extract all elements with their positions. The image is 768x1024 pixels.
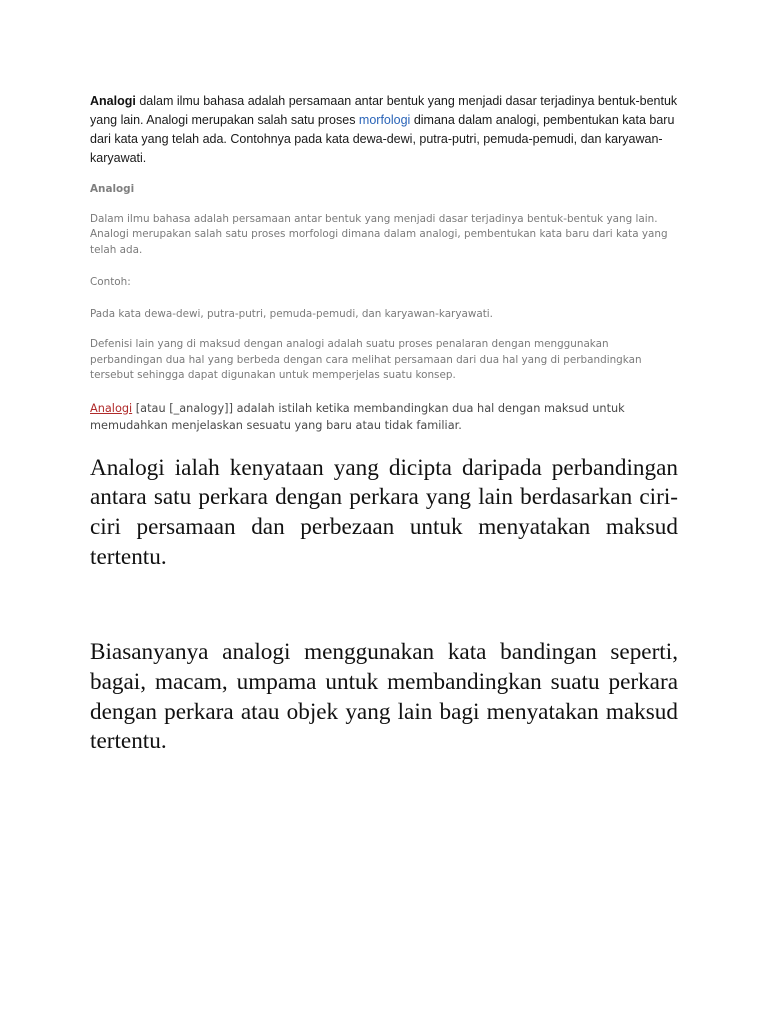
quoted-definition: Dalam ilmu bahasa adalah persamaan antar bentuk yang menjadi dasar terjadinya bentuk-bentuk yang lain. Analogi merupakan salah satu proses morfologi dimana dalam analogi, pembentukan kata baru dari kata yang telah ada. (90, 212, 668, 256)
quoted-contoh-label: Contoh: (90, 276, 131, 288)
quoted-example: Pada kata dewa-dewi, putra-putri, pemuda-pemudi, dan karyawan-karyawati. (90, 307, 493, 320)
intro-text-before-link: dalam ilmu bahasa adalah persamaan antar bentuk yang menjadi dasar terjadinya bentuk-bentuk yang lain. Analogi merupakan salah satu proses (90, 94, 678, 127)
intro-text-after-link: dimana dalam analogi, pembentukan kata baru dari kata yang telah ada. Contohnya pada kata dewa-dewi, putra-putri, pemuda-pemudi, dan karyawan-karyawati. (90, 113, 675, 165)
document-page (90, 92, 678, 757)
morfologi-link[interactable]: morfologi (358, 113, 411, 127)
wiki-paragraph (90, 400, 678, 434)
malay-paragraph-1: Analogi ialah kenyataan yang dicipta daripada perbandingan antara satu perkara dengan perkara yang lain berdasarkan ciri-ciri persamaan dan perbezaan untuk menyatakan maksud tertentu. (90, 454, 678, 570)
intro-term: Analogi (90, 94, 136, 108)
analogi-link[interactable]: Analogi (90, 401, 133, 415)
quoted-definition-2: Defenisi lain yang di maksud dengan analogi adalah suatu proses penalaran dengan menggunakan perbandingan dua hal yang berbeda dengan cara melihat persamaan dari dua hal yang di perbandingkan tersebut sehingga dapat digunakan untuk memperjelas suatu konsep. (90, 338, 642, 381)
quoted-title: Analogi (90, 183, 135, 195)
intro-paragraph (90, 92, 678, 168)
malay-paragraph-2: Biasanyanya analogi menggunakan kata bandingan seperti, bagai, macam, umpama untuk membandingkan suatu perkara dengan perkara atau objek yang lain bagi menyatakan maksud tertentu. (90, 639, 678, 755)
wiki-text: [atau [_analogy]] adalah istilah ketika membandingkan dua hal dengan maksud untuk memudahkan menjelaskan sesuatu yang baru atau tidak familiar. (90, 401, 625, 432)
